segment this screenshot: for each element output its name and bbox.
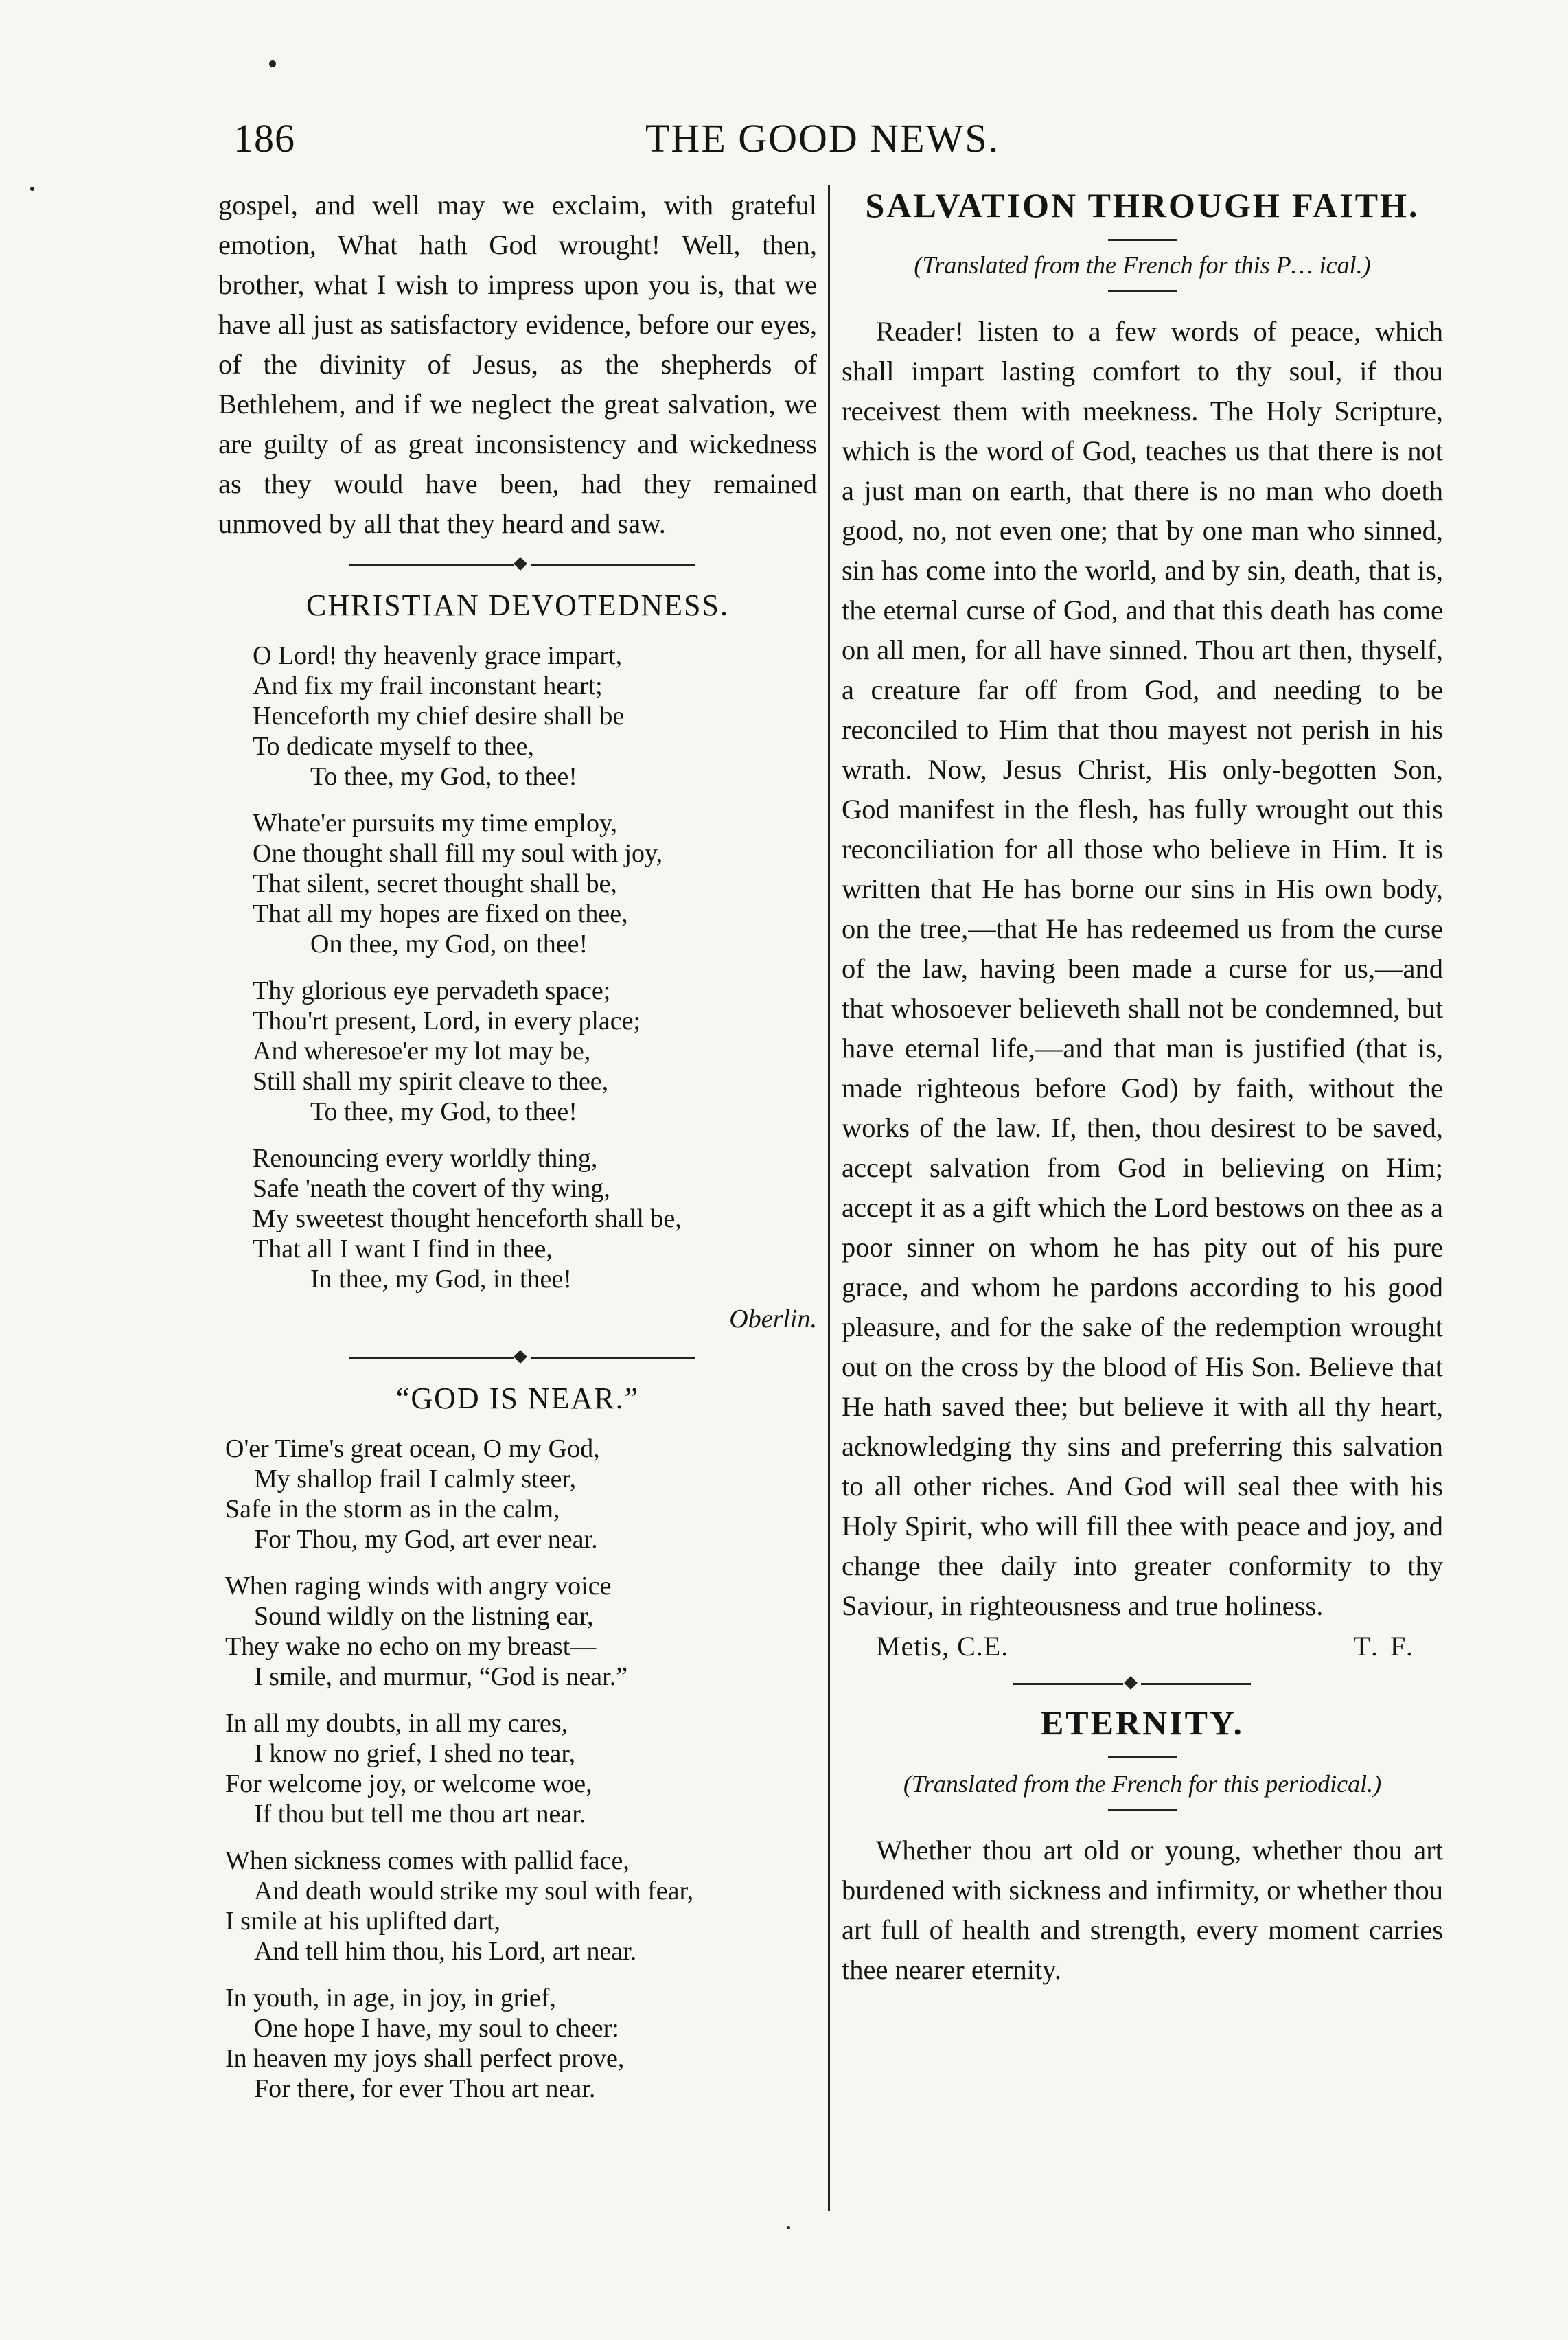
poem-stanza bbox=[253, 976, 817, 1127]
ornament-line bbox=[1141, 1683, 1251, 1685]
signature-place: Metis, C.E. bbox=[876, 1631, 1009, 1662]
poem-line: O'er Time's great ocean, O my God, bbox=[225, 1434, 600, 1463]
poem-line: For Thou, my God, art ever near. bbox=[254, 1525, 598, 1554]
poem-body bbox=[218, 641, 817, 1294]
poem-line: In thee, my God, in thee! bbox=[310, 1265, 572, 1294]
poem-line: In youth, in age, in joy, in grief, bbox=[225, 1984, 556, 2012]
page-number: 186 bbox=[233, 116, 295, 161]
poem-title: “GOD IS NEAR.” bbox=[395, 1381, 640, 1415]
ink-speck bbox=[30, 187, 34, 191]
article-body: Whether thou art old or young, whether thou art burdened with sickness and infirmity, or whether thou art full of health and strength, every moment carries thee nearer eternity. bbox=[842, 1835, 1443, 1985]
poem-stanza bbox=[253, 641, 817, 792]
poem-line: And death would strike my soul with fear, bbox=[254, 1877, 694, 1905]
article-title: ETERNITY. bbox=[1040, 1704, 1245, 1742]
poem-line: I smile, and murmur, “God is near.” bbox=[254, 1662, 628, 1691]
ornament-line bbox=[349, 564, 514, 566]
poem-line: If thou but tell me thou art near. bbox=[254, 1800, 586, 1828]
poem-stanza bbox=[253, 808, 817, 959]
article-signature bbox=[842, 1630, 1443, 1670]
poem-line: And wheresoe'er my lot may be, bbox=[253, 1037, 591, 1066]
poem-line: That all my hopes are fixed on thee, bbox=[253, 899, 628, 928]
ornament-diamond bbox=[1124, 1676, 1138, 1690]
page-header bbox=[206, 115, 1455, 170]
title-rule bbox=[1108, 239, 1177, 241]
poem-line: One thought shall fill my soul with joy, bbox=[253, 839, 663, 868]
poem-line: My sweetest thought henceforth shall be, bbox=[253, 1204, 682, 1233]
section-ornament bbox=[218, 1344, 817, 1371]
ink-speck bbox=[269, 60, 276, 67]
article-title: SALVATION THROUGH FAITH. bbox=[865, 186, 1420, 225]
poem-line: Whate'er pursuits my time employ, bbox=[253, 809, 617, 838]
poem-line: To thee, my God, to thee! bbox=[310, 762, 577, 791]
poem-line: I smile at his uplifted dart, bbox=[225, 1907, 501, 1936]
title-rule bbox=[1108, 1756, 1177, 1758]
ornament-line bbox=[531, 564, 695, 566]
poem-line: For there, for ever Thou art near. bbox=[254, 2074, 596, 2103]
title-rule bbox=[1108, 1809, 1177, 1811]
poem-line: And tell him thou, his Lord, art near. bbox=[254, 1937, 637, 1966]
poem-line: One hope I have, my soul to cheer: bbox=[254, 2014, 619, 2043]
poem-line: Henceforth my chief desire shall be bbox=[253, 702, 625, 731]
translation-note: (Translated from the French for this P… ical.) bbox=[914, 251, 1371, 279]
poem-line: Sound wildly on the listning ear, bbox=[254, 1602, 594, 1631]
poem-line: That all I want I find in thee, bbox=[253, 1235, 553, 1263]
poem-line: O Lord! thy heavenly grace impart, bbox=[253, 641, 623, 670]
poem-author: Oberlin. bbox=[729, 1305, 817, 1333]
poem-line: Renouncing every worldly thing, bbox=[253, 1144, 598, 1173]
poem-stanza bbox=[225, 1571, 817, 1692]
ornament-diamond bbox=[514, 1350, 527, 1364]
article-body: Reader! listen to a few words of peace, which shall impart lasting comfort to thy soul, if thou receivest them with meekness. The Holy Scripture, which is the word of God, teaches us that there is not a just man on earth, that there is no man who doeth good, no, not even one; that by one man who sinned, sin has come into the world, and by sin, death, that is, the eternal curse of God, and that this death has come on all men, for all have sinned. Thou art then, thyself, a creature far off from God, and needing to be reconciled to Him that thou mayest not perish in his wrath. Now, Jesus Christ, His only-begotten Son, God manifest in the flesh, has fully wrought out this reconciliation for all those who believe in Him. It is written that He has borne our sins in His own body, on the tree,—that He has redeemed us from the curse of the law, having been made a curse for us,—and that whosoever believeth shall not be condemned, but have eternal life,—and that man is justified (that is, made righteous before God) by faith, without the works of the law. If, then, thou desirest to be saved, accept salvation from God in believing on Him; accept it as a gift which the Lord bestows on thee as a poor sinner on whom he has pity out of his pure grace, and whom he pardons according to his good pleasure, and for the sake of the redemption wrought out on the cross by the blood of His Son. Believe that He hath saved thee; but believe it with all thy heart, acknowledging thy sins and preferring this salvation to all other riches. And God will seal thee with his Holy Spirit, who will fill thee with peace and joy, and change thee daily into greater conformity to thy Saviour, in righteousness and true holiness. bbox=[842, 316, 1443, 1621]
poem-line: They wake no echo on my breast— bbox=[225, 1632, 597, 1661]
intro-paragraph: gospel, and well may we exclaim, with grateful emotion, What hath God wrought! Well, then, brother, what I wish to impress upon you is, that we have all just as satisfactory evidence, before our eyes, of the divinity of Jesus, as the shepherds of Bethlehem, and if we neglect the great salvation, we are guilty of as great inconsistency and wickedness as they would have been, had they remained unmoved by all that they heard and saw. bbox=[218, 190, 817, 539]
poem-line: In all my doubts, in all my cares, bbox=[225, 1709, 568, 1738]
poem-line: Safe in the storm as in the calm, bbox=[225, 1495, 560, 1524]
poem-line: Thy glorious eye pervadeth space; bbox=[253, 976, 611, 1005]
ornament-line bbox=[1013, 1683, 1123, 1685]
poem-stanza bbox=[225, 1708, 817, 1829]
poem-line: When raging winds with angry voice bbox=[225, 1572, 612, 1601]
poem-stanza bbox=[253, 1143, 817, 1294]
poem-line: In heaven my joys shall perfect prove, bbox=[225, 2044, 625, 2073]
ornament-line bbox=[349, 1357, 514, 1359]
poem-title: CHRISTIAN DEVOTEDNESS. bbox=[306, 588, 729, 622]
ink-speck bbox=[787, 2226, 790, 2229]
poem-stanza bbox=[225, 1983, 817, 2104]
poem-body bbox=[218, 1434, 817, 2104]
section-ornament bbox=[218, 551, 817, 578]
poem-line: To dedicate myself to thee, bbox=[253, 732, 534, 761]
poem-stanza bbox=[225, 1846, 817, 1966]
translation-note: (Translated from the French for this periodical.) bbox=[903, 1770, 1382, 1798]
ornament-diamond bbox=[514, 557, 527, 571]
section-ornament bbox=[842, 1670, 1443, 1697]
poem-line: Still shall my spirit cleave to thee, bbox=[253, 1067, 609, 1096]
poem-line: For welcome joy, or welcome woe, bbox=[225, 1769, 592, 1798]
column-divider bbox=[828, 185, 830, 2211]
signature-initials: T. F. bbox=[1353, 1631, 1416, 1662]
poem-stanza bbox=[225, 1434, 817, 1555]
poem-line: When sickness comes with pallid face, bbox=[225, 1846, 630, 1875]
title-rule bbox=[1108, 290, 1177, 292]
publication-title: THE GOOD NEWS. bbox=[645, 116, 1000, 161]
poem-line: Safe 'neath the covert of thy wing, bbox=[253, 1174, 610, 1203]
poem-line: On thee, my God, on thee! bbox=[310, 930, 588, 959]
ornament-line bbox=[531, 1357, 695, 1359]
poem-line: I know no grief, I shed no tear, bbox=[254, 1739, 576, 1768]
poem-line: My shallop frail I calmly steer, bbox=[254, 1465, 577, 1493]
poem-line: Thou'rt present, Lord, in every place; bbox=[253, 1007, 641, 1035]
right-column bbox=[842, 185, 1443, 1990]
left-column bbox=[218, 185, 817, 2104]
poem-line: And fix my frail inconstant heart; bbox=[253, 672, 603, 700]
poem-line: That silent, secret thought shall be, bbox=[253, 869, 617, 898]
poem-line: To thee, my God, to thee! bbox=[310, 1097, 577, 1126]
